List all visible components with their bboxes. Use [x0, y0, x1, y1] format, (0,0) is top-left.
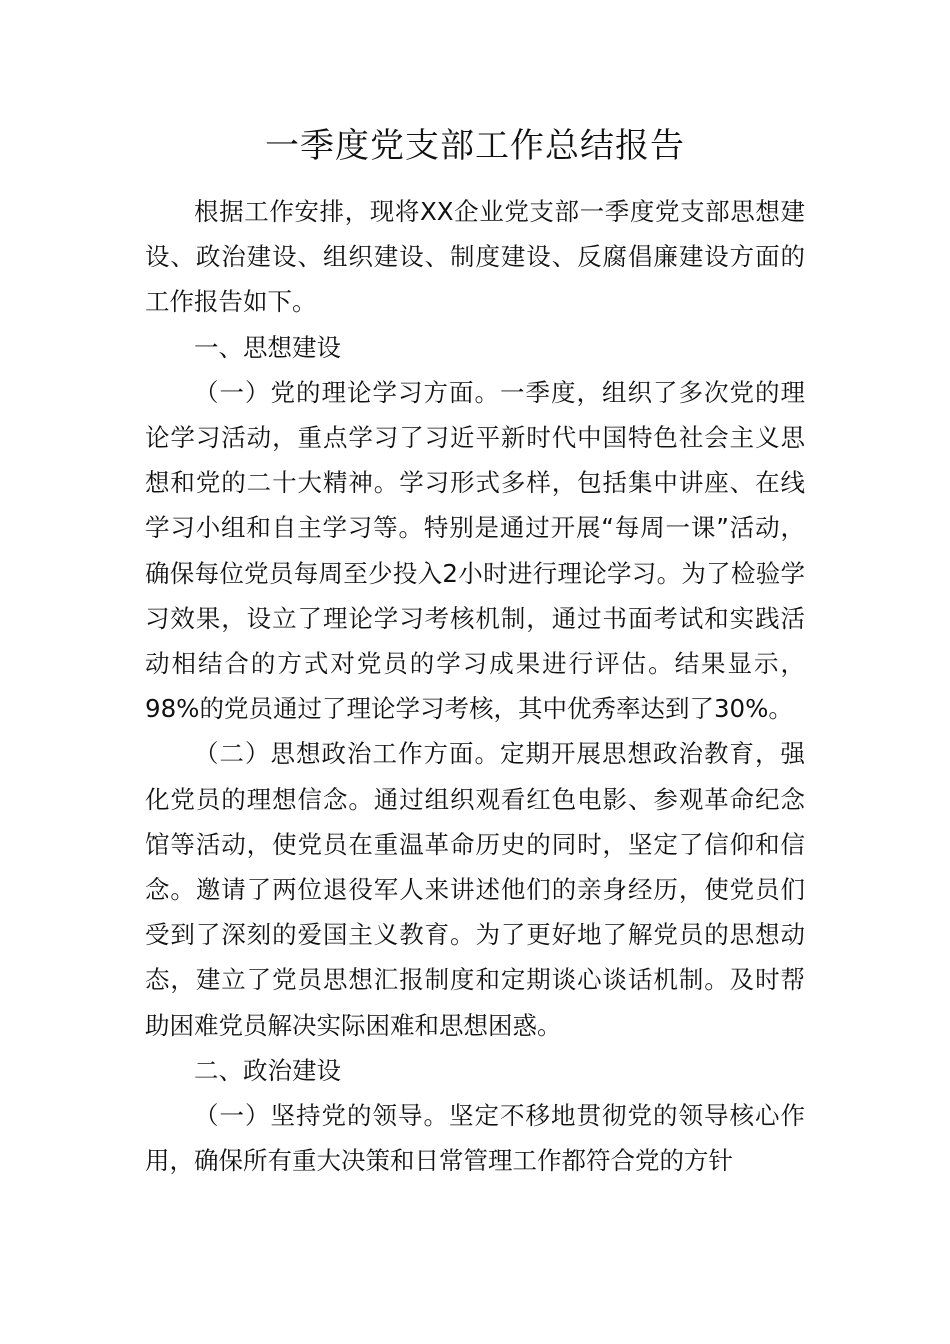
section-heading-political: 二、政治建设	[194, 1055, 341, 1085]
intro-paragraph: 根据工作安排，现将XX企业党支部一季度党支部思想建设、政治建设、组织建设、制度建设、反腐倡廉建设方面的工作报告如下。	[145, 197, 805, 317]
paragraph-theory-study: （一）党的理论学习方面。一季度，组织了多次党的理论学习活动，重点学习了习近平新时代中国特色社会主义思想和党的二十大精神。学习形式多样，包括集中讲座、在线学习小组和自主学习等。特别是通过开展“每周一课”活动，确保每位党员每周至少投入2小时进行理论学习。为了检验学习效果，设立了理论学习考核机制，通过书面考试和实践活动相结合的方式对党员的学习成果进行评估。结果显示，98%的党员通过了理论学习考核，其中优秀率达到了30%。	[145, 377, 805, 724]
document-body	[145, 189, 805, 1183]
paragraph-ideological-work: （二）思想政治工作方面。定期开展思想政治教育，强化党员的理想信念。通过组织观看红色电影、参观革命纪念馆等活动，使党员在重温革命历史的同时，坚定了信仰和信念。邀请了两位退役军人来讲述他们的亲身经历，使党员们受到了深刻的爱国主义教育。为了更好地了解党员的思想动态，建立了党员思想汇报制度和定期谈心谈话机制。及时帮助困难党员解决实际困难和思想困惑。	[145, 739, 805, 1040]
document-title: 一季度党支部工作总结报告	[265, 126, 685, 166]
section-heading-thought: 一、思想建设	[194, 332, 341, 362]
paragraph-party-leadership: （一）坚持党的领导。坚定不移地贯彻党的领导核心作用，确保所有重大决策和日常管理工作都符合党的方针	[145, 1101, 805, 1176]
